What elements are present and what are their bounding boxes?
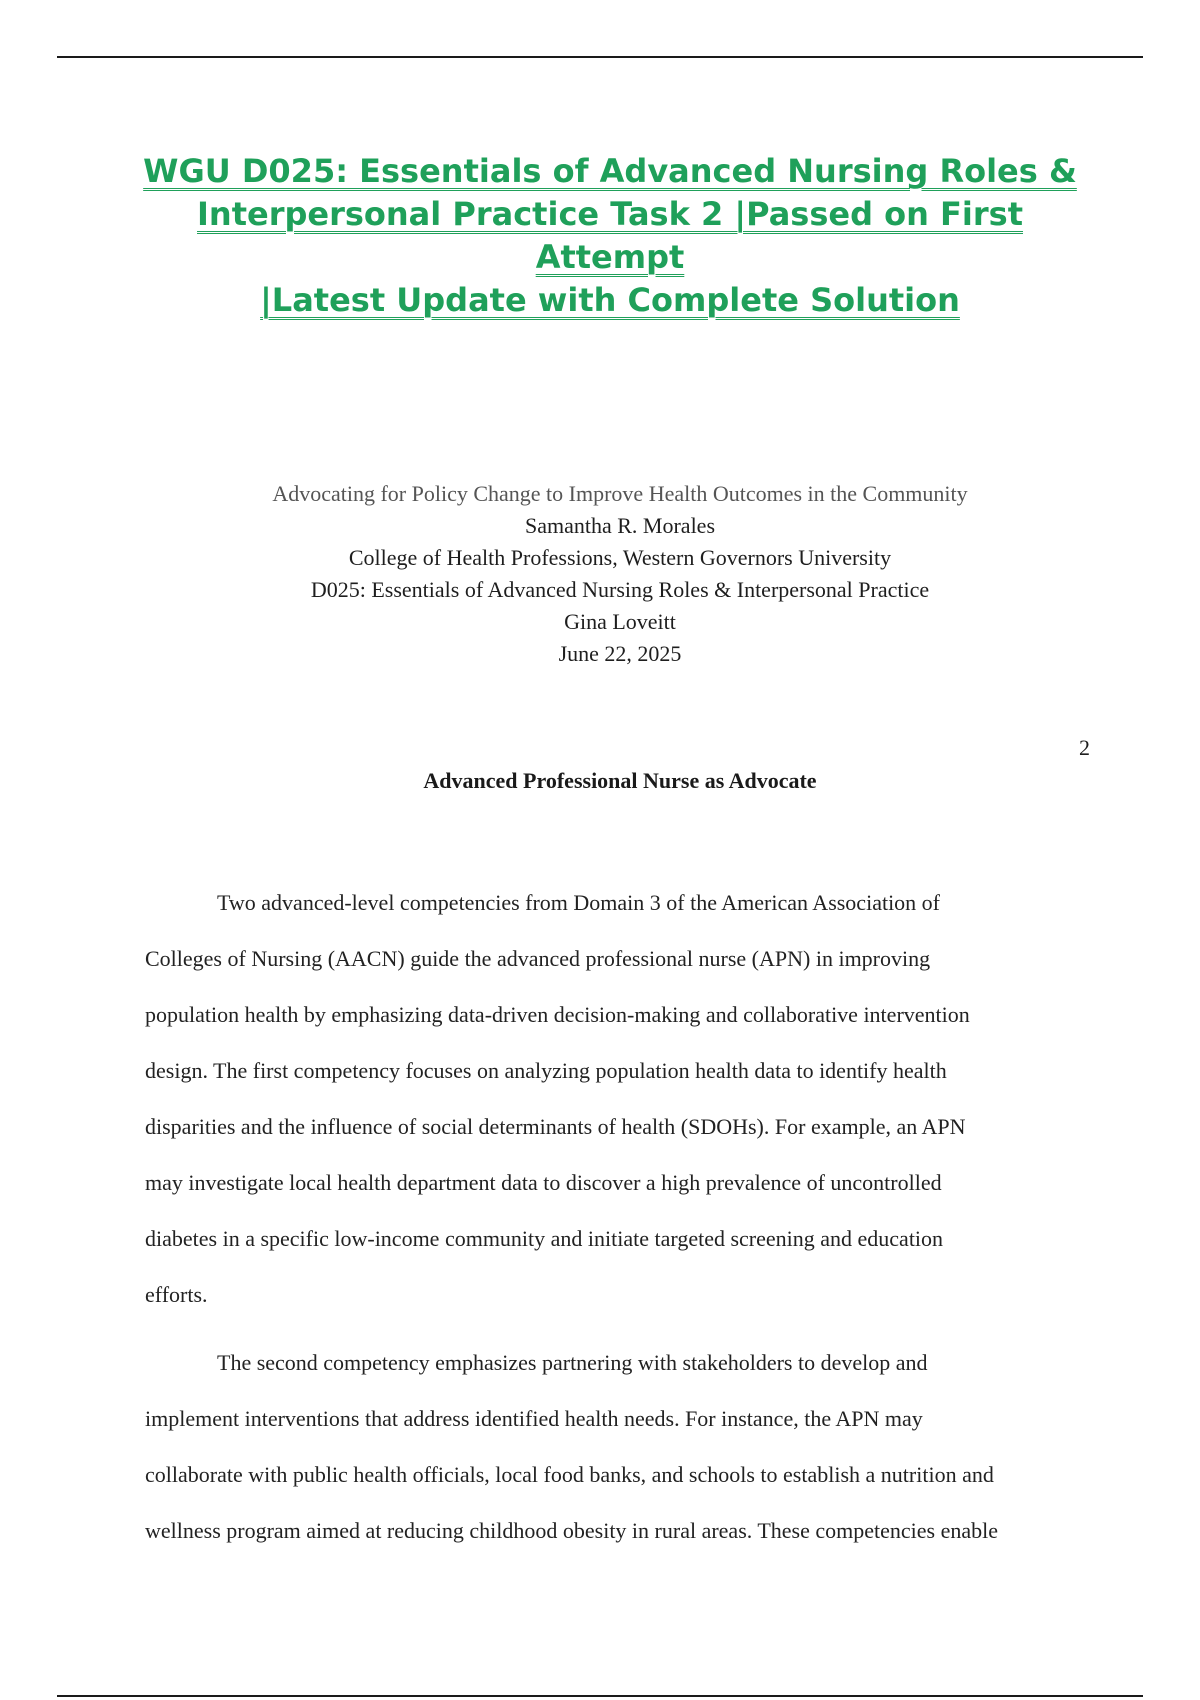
submission-date: June 22, 2025 (558, 641, 682, 666)
text-line: may investigate local health department data to discover a high prevalence of uncontrolled (145, 1170, 942, 1195)
text-line: diabetes in a specific low-income community and initiate targeted screening and education (145, 1226, 944, 1251)
text-line: implement interventions that address identified health needs. For instance, the APN may (145, 1406, 923, 1431)
text-line: Colleges of Nursing (AACN) guide the advanced professional nurse (APN) in improving (145, 946, 931, 971)
paper-title: Advocating for Policy Change to Improve Health Outcomes in the Community (272, 481, 968, 506)
institution: College of Health Professions, Western Governors University (348, 545, 892, 570)
top-rule (57, 56, 1143, 58)
instructor-name: Gina Loveitt (564, 609, 676, 634)
bottom-rule (57, 1695, 1143, 1697)
text-line: The second competency emphasizes partnering with stakeholders to develop and (217, 1350, 928, 1375)
paragraph (145, 1335, 1085, 1559)
text-line: wellness program aimed at reducing childhood obesity in rural areas. These competencies enable (145, 1518, 999, 1543)
title-page-block (140, 478, 1100, 670)
page-number: 2 (1079, 735, 1090, 760)
text-line: design. The first competency focuses on analyzing population health data to identify health (145, 1058, 947, 1083)
course-name: D025: Essentials of Advanced Nursing Roles & Interpersonal Practice (310, 577, 930, 602)
document-title-link[interactable] (130, 150, 1090, 322)
title-line: |Latest Update with Complete Solution (260, 281, 960, 319)
text-line: collaborate with public health officials, local food banks, and schools to establish a nutrition and (145, 1462, 994, 1487)
title-line: WGU D025: Essentials of Advanced Nursing Roles & (143, 152, 1077, 190)
author-name: Samantha R. Morales (524, 513, 716, 538)
text-line: Two advanced-level competencies from Domain 3 of the American Association of (217, 890, 941, 915)
title-line: Interpersonal Practice Task 2 |Passed on First Attempt (197, 195, 1023, 276)
paragraph (145, 875, 1085, 1323)
text-line: disparities and the influence of social determinants of health (SDOHs). For example, an APN (145, 1114, 966, 1139)
text-line: population health by emphasizing data-driven decision-making and collaborative intervention (145, 1002, 970, 1027)
text-line: efforts. (145, 1282, 208, 1307)
body-text (145, 875, 1085, 1571)
section-heading: Advanced Professional Nurse as Advocate (423, 768, 817, 793)
